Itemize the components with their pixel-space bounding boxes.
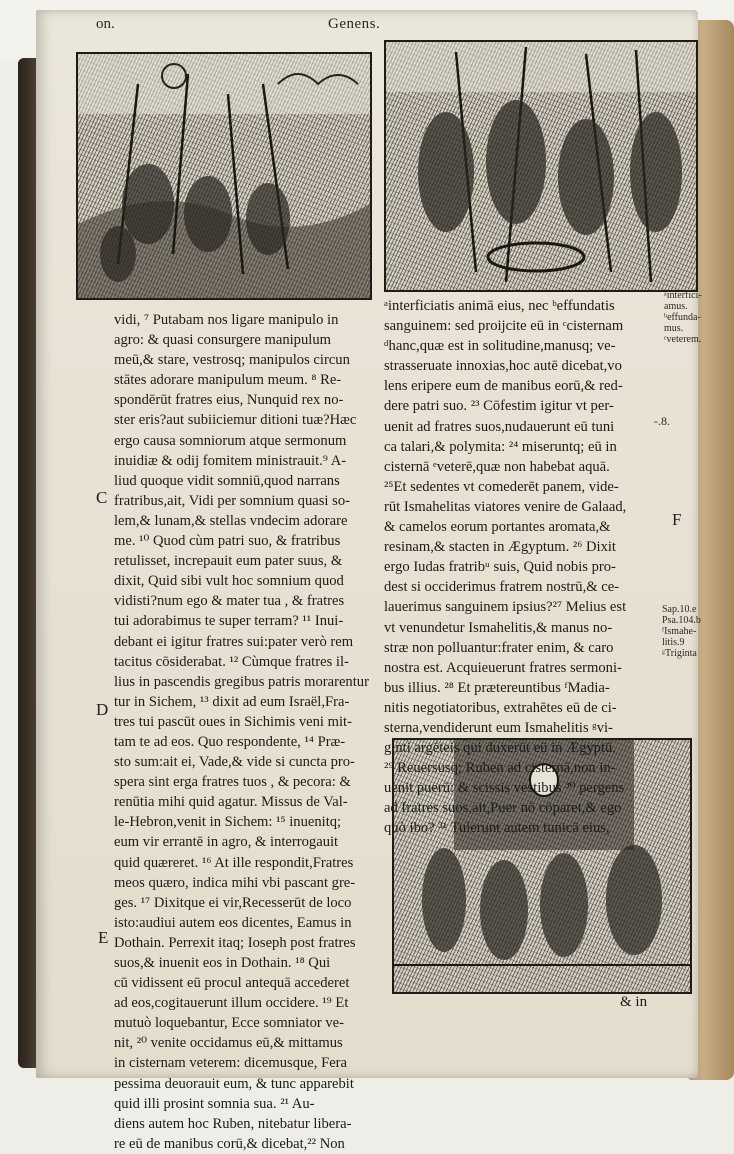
text-line-left: spondērūt fratres eius, Nunquid rex no- [114,392,344,409]
text-line-left: pessima deuorauit eum, & tunc apparebit [114,1075,354,1092]
text-line-right: lens eripere eum de manibus eorū,& red- [384,378,623,395]
woodcut-dream-sheaves [76,52,372,300]
text-line-right: nostra est. Acquieuerunt fratres sermoni- [384,659,622,676]
text-line-right: vt venundetur Ismahelitis,& manus no- [384,619,613,636]
text-line-left: quid quæreret. ¹⁶ At ille respondit,Fratres [114,854,354,871]
text-line-left: Dothain. Perrexit itaq; Ioseph post fratres [114,934,356,951]
text-line-left: cū vidissent eū procul antequā accederet [114,975,350,992]
text-line-left: vidi, ⁷ Putabam nos ligare manipulo in [114,312,339,328]
text-line-right: ᵃinterficiatis animā eius, nec ᵇeffundatis [384,298,615,314]
section-letter-c: C [96,488,108,507]
running-head-left: on. [96,16,115,32]
text-line-left: stātes adorare manipulum meum. ⁸ Re- [114,372,342,389]
text-line-right: nitis negotiatoribus, extrahētes eū de ci- [384,699,617,716]
running-head-title: Genens. [328,16,381,32]
text-line-left: dixit, Quid sibi vult hoc somnium quod [114,573,344,590]
text-line-left: vidisti?num ego & mater tua , & fratres [114,593,345,610]
text-line-left: fratribus,ait, Vidi per somnium quasi so- [114,492,350,509]
text-line-left: tres tui pascūt oues in Sichimis veni mit- [114,713,352,730]
text-column-right [384,296,662,839]
margin-notes-top [664,290,724,345]
text-line-right: resinam,& stacten in Ægyptum. ²⁶ Dixit [384,539,616,556]
text-line-right: strasseruate innoxias,hoc autē dicebat,vo [384,358,622,375]
margin-note-line: Psa.104.b [662,615,701,626]
margin-note-line: ᵃinterfici- [664,290,702,301]
text-line-right: uenit ad fratres suos,nudauerunt eū tuni [384,418,615,435]
text-line-left: tam te ad eos. Quo respondente, ¹⁴ Præ- [114,733,346,750]
text-line-right: ²⁵Et sedentes vt comederēt panem, vide- [384,478,619,495]
text-line-right: cisternā ᵉveterē,quæ non habebat aquā. [384,458,610,475]
text-line-left: isto:audiui autem eos dicentes, Eamus in [114,914,352,931]
text-line-left: renūtia mihi quid agatur. Missus de Val- [114,794,348,811]
text-line-left: meū,& stare, vestrosq; manipulos circun [114,352,350,369]
text-line-left: nit, ²⁰ venite occidamus eū,& mittamus [114,1035,343,1052]
margin-note-line: ᵍTriginta [662,648,697,659]
text-line-left: lem,& lunam,& stellas vndecim adorare [114,512,348,529]
text-line-left: ergo causa somniorum atque sermonum [114,432,347,449]
text-line-right: & camelos eorum portantes aromata,& [384,519,611,536]
text-line-right: ca talari,& polymita: ²⁴ miseruntq; eū in [384,438,617,455]
text-line-left: le-Hebron,venit in Sichem: ¹⁵ inuenitq; [114,814,342,831]
margin-note-line: amus. [664,301,688,312]
woodcut-joseph-cistern [384,40,698,292]
text-line-left: suos,& inuenit eos in Dothain. ¹⁸ Qui [114,955,331,971]
text-line-left: liud quoque vidit somniū,quod narrans [114,472,340,489]
margin-note-line: ᶠIsmahe- [662,626,697,637]
text-line-right: ergo Iudas fratribᵘ suis, Quid nobis pro- [384,559,616,576]
text-line-right: ²⁹ Reuersusq; Ruben ad cisternā,non in- [384,760,616,777]
text-line-right: ginti argēteis qui duxerūt eū in Ægyptū. [384,740,616,757]
text-line-right: ᵈhanc,quæ est in solitudine,manusq; ve- [384,338,616,355]
text-line-left: ges. ¹⁷ Dixitque ei vir,Recesserūt de loco [114,894,352,911]
text-line-right: quò ibo? ³¹ Tulerunt autem tunicā eius, [384,820,610,837]
text-line-left: debant ei igitur fratres sui:pater verò rem [114,633,354,650]
text-line-right: dest si occiderimus fratrem nostrū,& ce- [384,579,620,596]
text-line-left: mutuò loquebantur, Ecce somniator ve- [114,1015,345,1032]
text-line-left: sto sum:ait ei, Vade,& vide si cuncta pro- [114,754,355,771]
text-line-left: spera sint erga fratres tuos , & pecora: & [114,774,351,791]
margin-note-line: ᶜveterem. [664,334,702,345]
text-line-left: ster eris?aut subiiciemur ditioni tuæ?Hæc [114,412,357,429]
section-letter-e: E [98,928,109,947]
text-line-left: meos quæro, indica mihi vbi pascant gre- [114,874,356,891]
text-line-left: in cisternam veterem: dicemusque, Fera [114,1055,348,1072]
text-line-left: agro: & quasi consurgere manipulum [114,332,331,349]
catchword: & in [620,994,648,1010]
text-line-left: tur in Sichem, ¹³ dixit ad eum Israël,Fra- [114,693,350,710]
section-letter-f: F [672,510,682,529]
text-line-left: eum vir errantē in agro, & interrogauit [114,834,339,851]
text-line-left: tui adorabimus te super terram? ¹¹ Inui- [114,613,344,630]
text-line-right: rūt Ismahelitas viatores venire de Galaad, [384,498,627,515]
text-line-left: lius in pascendis gregibus patris morarentur [114,673,369,690]
text-line-left: quid illi prosint somnia sua. ²¹ Au- [114,1095,315,1112]
text-column-left [114,310,380,1154]
text-line-left: retulisset, increpauit eum pater suus, & [114,553,343,570]
text-line-left: me. ¹⁰ Quod cùm patri suo, & fratribus [114,533,341,550]
text-line-right: sanguinem: sed proijcite eū in ᶜcisternam [384,318,624,335]
text-line-right: lauerimus sanguinem ipsius?²⁷ Melius est [384,599,627,616]
text-line-right: dere patri suo. ²³ Cōfestim igitur vt per- [384,398,614,415]
text-line-left: tacitus cōsiderabat. ¹² Cùmque fratres il- [114,653,349,670]
text-line-right: bus illius. ²⁸ Et prætereuntibus ᶠMadia- [384,679,610,696]
margin-notes-bottom [662,604,724,659]
section-letter-d: D [96,700,109,719]
text-line-right: stræ non polluantur:frater enim, & caro [384,639,614,656]
text-line-right: sterna,vendiderunt eum Ismahelitis ᵍvi- [384,719,613,736]
text-line-left: inuidiæ & odij fomitem ministrauit.⁹ A- [114,452,347,469]
margin-note-line: ᵇeffunda- [664,312,701,323]
text-line-left: diens autem hoc Ruben, nitebatur libera- [114,1115,352,1132]
text-line-left: ad eos,cogitauerunt illum occidere. ¹⁹ Et [114,995,349,1012]
margin-note-line: Sap.10.e [662,604,697,615]
text-line-left: re eū de manibus corū,& dicebat,²² Non [114,1135,345,1152]
text-line-right: ad fratres suos,ait,Puer nō cōparet,& ego [384,800,622,817]
margin-note-line: mus. [664,323,684,334]
text-line-right: uenit puerū: & scissis vestibus ³⁰ pergens [384,780,625,797]
book-page [36,10,702,1152]
margin-note-line: litis.9 [662,637,685,648]
margin-note-mid: -.8. [654,414,670,428]
